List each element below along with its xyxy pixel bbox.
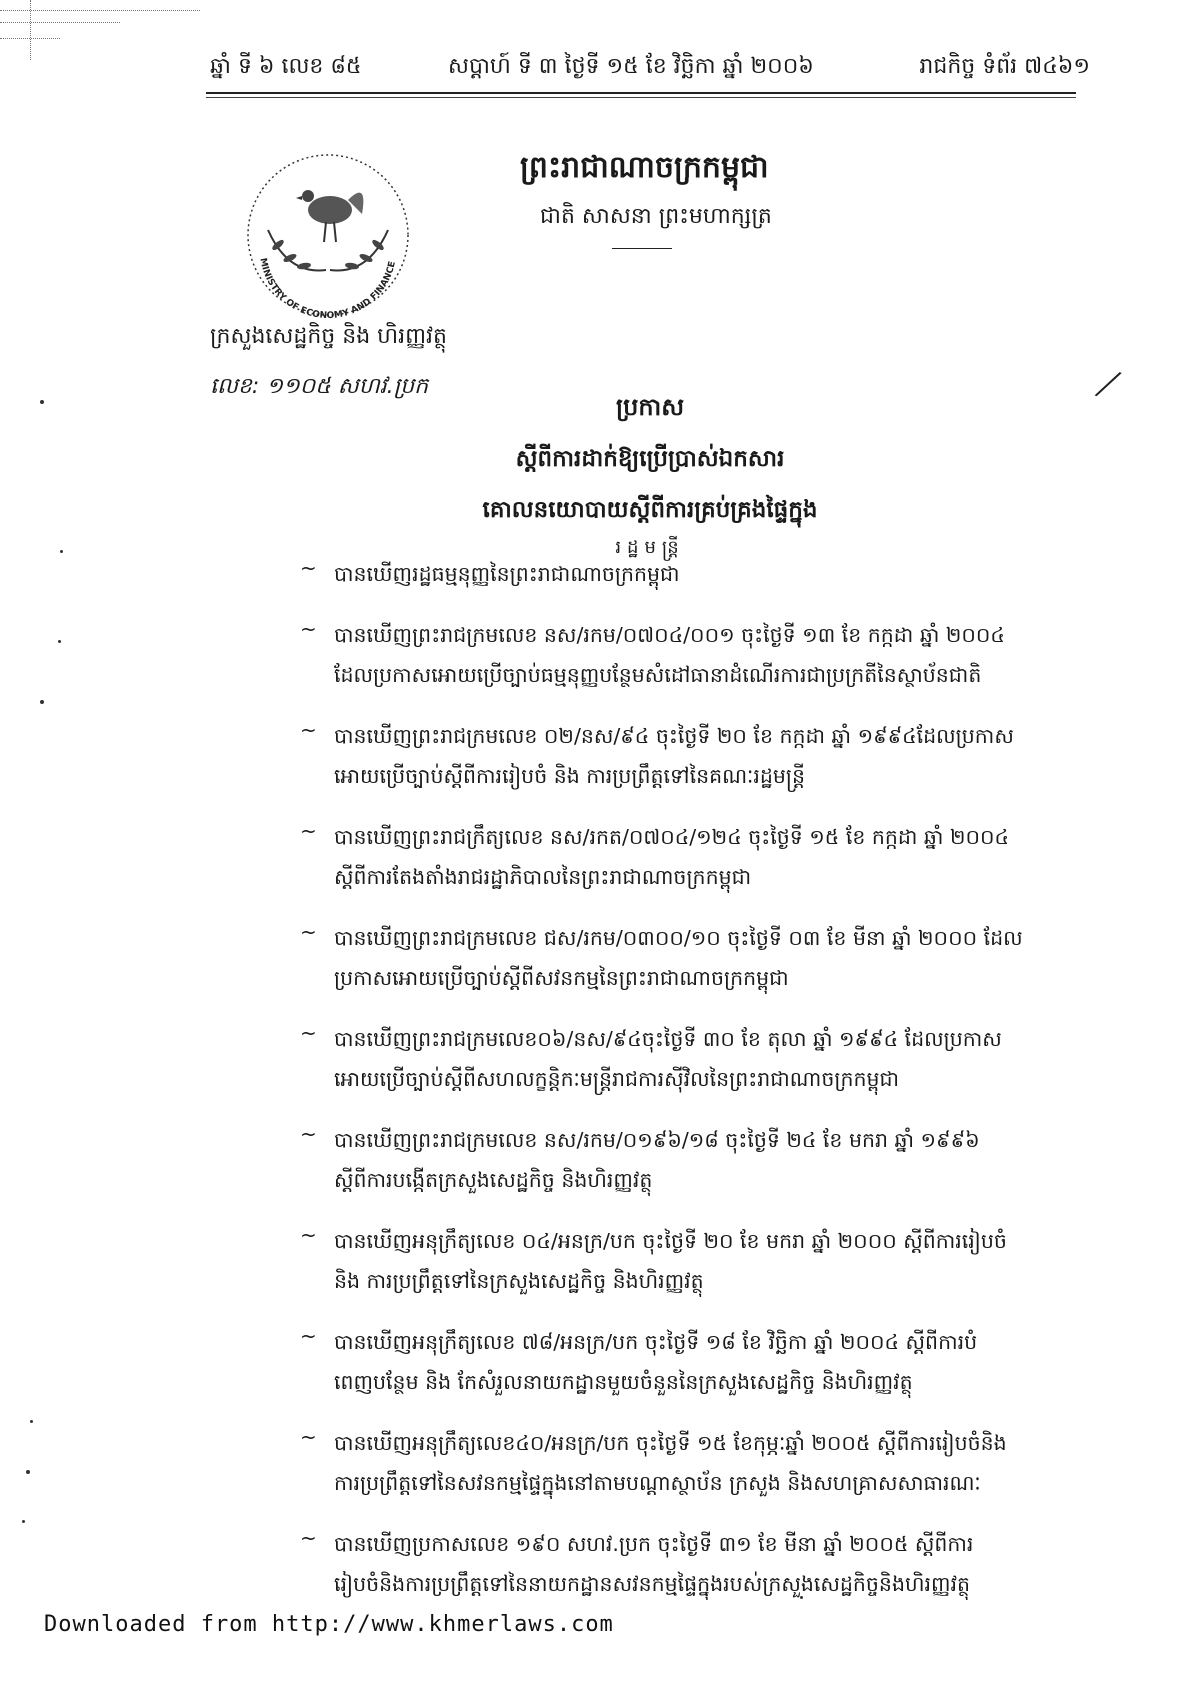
recital-line: បានឃើញព្រះរាជក្រមលេខ នស/រកម/០៧០៤/០០១ ចុះថ្ងៃទី ១៣ ខែ កក្កដា ឆ្នាំ ២០០៤ <box>334 623 1005 647</box>
recital-line: បានឃើញព្រះរាជក្រមលេខ ជស/រកម/០៣០០/១០ ចុះថ្ងៃទី ០៣ ខែ មីនា ឆ្នាំ ២០០០ ដែល <box>334 926 1023 950</box>
recital-item <box>300 716 1060 796</box>
recital-line: បានឃើញប្រកាសលេខ ១៩០ សហវ.ប្រក ចុះថ្ងៃទី ៣១ ខែ មីនា ឆ្នាំ ២០០៥ ស្តីពីការ <box>334 1532 974 1556</box>
recital-item <box>300 1221 1060 1301</box>
scan-speck <box>40 700 44 704</box>
header-divider <box>206 97 1076 98</box>
document-title-line3: រដ្ឋមន្ត្រី <box>615 537 685 558</box>
recital-item <box>300 817 1060 897</box>
recital-item <box>300 1019 1060 1099</box>
gazette-issue: ឆ្នាំ ទី ៦ លេខ ៨៥ <box>210 54 362 79</box>
recital-line: ស្តីពីការតែងតាំងរាជរដ្ឋាភិបាលនៃព្រះរាជាណាចក្រកម្ពុជា <box>334 865 752 889</box>
gazette-date: សប្តាហ៍ ទី ៣ ថ្ងៃទី ១៥ ខែ វិច្ឆិកា ឆ្នាំ ២០០៦ <box>448 54 814 79</box>
recital-bullet: ~ <box>300 1526 317 1550</box>
recital-line: បានឃើញព្រះរាជក្រមលេខ ០២/នស/៩៤ ចុះថ្ងៃទី ២០ ខែ កក្កដា ឆ្នាំ ១៩៩៤ដែលប្រកាស <box>334 724 1014 748</box>
recital-line: បានឃើញអនុក្រឹត្យលេខ ០៤/អនក្រ/បក ចុះថ្ងៃទី ២០ ខែ មករា ឆ្នាំ ២០០០ ស្តីពីការរៀបចំ <box>334 1229 1007 1253</box>
recital-line: ប្រកាសអោយប្រើច្បាប់ស្តីពីសវនកម្មនៃព្រះរាជាណាចក្រកម្ពុជា <box>334 966 789 990</box>
recital-bullet: ~ <box>300 1324 317 1348</box>
recital-bullet: ~ <box>300 920 317 944</box>
scan-speck <box>22 1520 25 1523</box>
scan-speck <box>26 1470 30 1474</box>
ministry-seal-icon <box>238 150 418 320</box>
recital-item <box>300 554 1060 594</box>
recital-line: បានឃើញព្រះរាជក្រឹត្យលេខ នស/រកត/០៧០៤/១២៤ ចុះថ្ងៃទី ១៥ ខែ កក្កដា ឆ្នាំ ២០០៤ <box>334 825 1010 849</box>
kingdom-heading <box>520 148 840 234</box>
pen-mark: ╱ <box>1095 368 1121 402</box>
recital-line: និង ការប្រព្រឹត្តទៅនៃក្រសួងសេដ្ឋកិច្ច និងហិរញ្ញវត្ថុ <box>334 1269 704 1293</box>
recitals-list <box>300 554 1060 1625</box>
scan-speck <box>800 1596 803 1599</box>
recital-bullet: ~ <box>300 617 317 641</box>
recital-item <box>300 918 1060 998</box>
gazette-page: រាជកិច្ច ទំព័រ ៧៤៦១ <box>919 54 1090 79</box>
header-divider <box>206 92 1076 94</box>
download-source-note: Downloaded from http://www.khmerlaws.com <box>44 1612 614 1637</box>
scan-artifact <box>30 0 31 60</box>
kingdom-motto: ជាតិ សាសនា ព្រះមហាក្សត្រ <box>540 204 772 229</box>
svg-text:MINISTRY OF ECONOMY AND FINANC <box>257 257 397 320</box>
recital-line: ដែលប្រកាសអោយប្រើច្បាប់ធម្មនុញ្ញបន្ថែមសំដៅធានាដំណើរការជាប្រក្រតីនៃស្ថាប័នជាតិ <box>334 663 982 687</box>
document-title-line1: ស្តីពីការដាក់ឱ្យប្រើប្រាស់ឯកសារ <box>515 446 785 472</box>
recital-item <box>300 1322 1060 1402</box>
recital-line: បានឃើញអនុក្រឹត្យលេខ ៧៨/អនក្រ/បក ចុះថ្ងៃទី ១៨ ខែ វិច្ឆិកា ឆ្នាំ ២០០៤ ស្តីពីការបំ <box>334 1330 978 1354</box>
document-type: ប្រកាស <box>615 393 685 421</box>
recital-bullet: ~ <box>300 1425 317 1449</box>
document-title-block <box>370 392 930 562</box>
recital-line: ពេញបន្ថែម និង កែសំរួលនាយកដ្ឋានមួយចំនួននៃក្រសួងសេដ្ឋកិច្ច និងហិរញ្ញវត្ថុ <box>334 1370 913 1394</box>
recital-item <box>300 1423 1060 1503</box>
gazette-header <box>210 52 1090 86</box>
recital-line: ការប្រព្រឹត្តទៅនៃសវនកម្មផ្ទៃក្នុងនៅតាមបណ្តាស្ថាប័ន ក្រសួង និងសហគ្រាសសាធារណៈ <box>334 1471 981 1495</box>
recital-item <box>300 1524 1060 1604</box>
scan-speck <box>40 400 44 404</box>
recital-line: បានឃើញព្រះរាជក្រមលេខ នស/រកម/០១៩៦/១៨ ចុះថ្ងៃទី ២៤ ខែ មករា ឆ្នាំ ១៩៩៦ <box>334 1128 980 1152</box>
recital-line: បានឃើញអនុក្រឹត្យលេខ៤០/អនក្រ/បក ចុះថ្ងៃទី ១៥ ខែកុម្ភៈឆ្នាំ ២០០៥ ស្តីពីការរៀបចំនិង <box>334 1431 1007 1455</box>
ministry-name: ក្រសួងសេដ្ឋកិច្ច និង ហិរញ្ញវត្ថុ <box>210 324 447 349</box>
document-title-line2: គោលនយោបាយស្តីពីការគ្រប់គ្រងផ្ទៃក្នុង <box>482 497 818 523</box>
recital-bullet: ~ <box>300 819 317 843</box>
recital-line: បានឃើញព្រះរាជក្រមលេខ០៦/នស/៩៤ចុះថ្ងៃទី ៣០ ខែ តុលា ឆ្នាំ ១៩៩៤ ដែលប្រកាស <box>334 1027 1002 1051</box>
motto-divider <box>612 248 672 249</box>
scan-artifact <box>0 22 120 23</box>
recital-line: អោយប្រើច្បាប់ស្តីពីការរៀបចំ និង ការប្រព្រឹត្តទៅនៃគណៈរដ្ឋមន្ត្រី <box>334 764 806 788</box>
recital-item <box>300 615 1060 695</box>
scan-speck <box>60 550 63 553</box>
recital-line: ស្តីពីការបង្កើតក្រសួងសេដ្ឋកិច្ច និងហិរញ្ញវត្ថុ <box>334 1168 653 1192</box>
scan-speck <box>30 1420 33 1423</box>
recital-item <box>300 1120 1060 1200</box>
reference-number: លេខ: ១១០៥ សហវ.ប្រក <box>210 374 429 399</box>
recital-line: អោយប្រើច្បាប់ស្តីពីសហលក្ខន្តិកៈមន្ត្រីរាជការស៊ីវិលនៃព្រះរាជាណាចក្រកម្ពុជា <box>334 1067 900 1091</box>
recital-line: បានឃើញរដ្ឋធម្មនុញ្ញនៃព្រះរាជាណាចក្រកម្ពុជា <box>334 562 680 586</box>
recital-bullet: ~ <box>300 1021 317 1045</box>
recital-bullet: ~ <box>300 1122 317 1146</box>
recital-line: រៀបចំនិងការប្រព្រឹត្តទៅនៃនាយកដ្ឋានសវនកម្មផ្ទៃក្នុងរបស់ក្រសួងសេដ្ឋកិច្ចនិងហិរញ្ញវត្ថុ <box>334 1572 971 1596</box>
recital-bullet: ~ <box>300 1223 317 1247</box>
recital-bullet: ~ <box>300 718 317 742</box>
scan-speck <box>58 640 61 643</box>
recital-bullet: ~ <box>300 556 317 580</box>
kingdom-name: ព្រះរាជាណាចក្រកម្ពុជា <box>520 150 769 185</box>
seal-text: MINISTRY OF ECONOMY AND FINANCE <box>257 257 398 320</box>
